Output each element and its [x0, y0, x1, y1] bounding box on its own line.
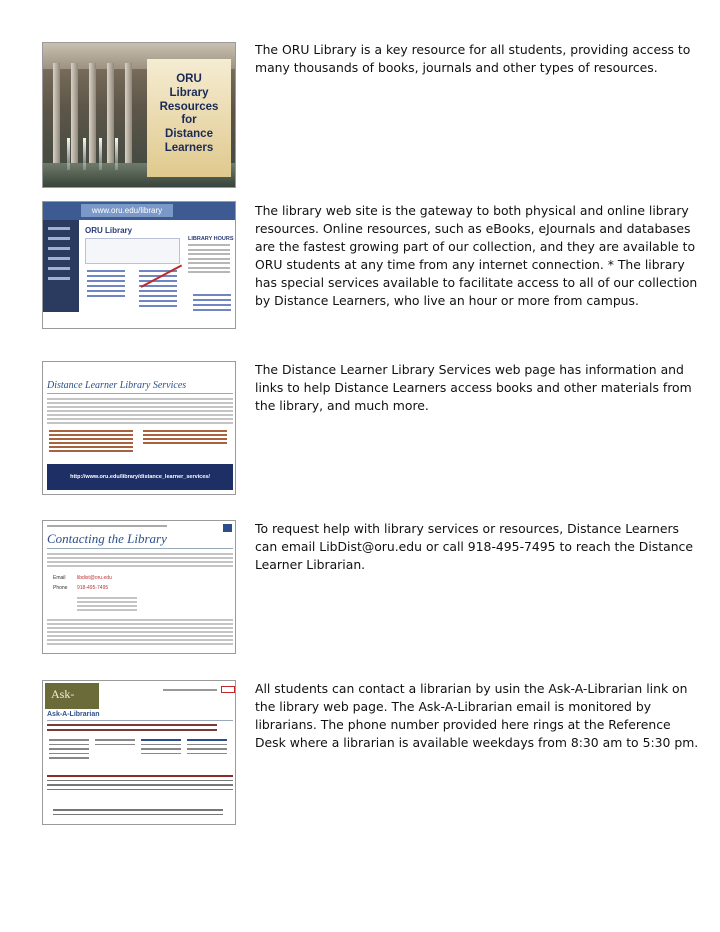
hours-list	[188, 244, 230, 276]
divider	[47, 720, 233, 721]
close-icon	[223, 524, 232, 532]
title-line: for	[181, 114, 197, 127]
link-column	[49, 430, 133, 454]
slide-thumbnail-4	[42, 520, 236, 654]
footer-text	[47, 619, 233, 647]
bullet-text	[53, 809, 223, 818]
phone-label: Phone	[53, 585, 68, 591]
contact-column	[49, 739, 89, 762]
pillar	[107, 63, 114, 178]
title-line: Library	[169, 86, 209, 99]
pillar	[125, 63, 132, 178]
divider	[47, 393, 233, 394]
fountain-jet	[83, 138, 86, 170]
slide-thumbnail-5	[42, 680, 236, 825]
contact-column	[95, 739, 135, 748]
contact-column	[187, 739, 227, 757]
slide-note-1: The ORU Library is a key resource for all students, providing access to many thousands of books, journals and other types of resources.	[255, 42, 691, 75]
ask-logo: Ask-	[45, 683, 99, 709]
fountain-jet	[115, 138, 118, 170]
fountain-jet	[67, 138, 70, 170]
slide-thumbnail-3	[42, 361, 236, 495]
email-label: Email	[53, 575, 66, 581]
resource-links	[87, 270, 125, 300]
slide-note-3: The Distance Learner Library Services web page has information and links to help Distance Learners access books and other materials from the library, and much more.	[255, 362, 692, 413]
slide-note-4: To request help with library services or resources, Distance Learners can email LibDist@oru.edu or call 918-495-7495 to reach the Distance Learner Librarian.	[255, 521, 693, 572]
link-column	[143, 430, 227, 446]
slide-heading: Distance Learner Library Services	[47, 380, 187, 391]
email-value: libdist@oru.edu	[77, 575, 112, 581]
pillar	[89, 63, 96, 178]
top-links	[163, 689, 217, 691]
slide-note-5: All students can contact a librarian by usin the Ask-A-Librarian link on the library web page. The Ask-A-Librarian email is monitored by librarians. The phone number provided here rings at the Reference Desk where a librarian is available weekdays from 8:30 am to 5:30 pm.	[255, 681, 699, 750]
url-box: http://www.oru.edu/library/distance_learner_services/	[47, 464, 233, 490]
url-banner: www.oru.edu/library	[81, 204, 173, 217]
divider	[47, 548, 233, 549]
slide-heading: Ask-A-Librarian	[47, 711, 100, 718]
title-line: Resources	[159, 100, 219, 113]
slide-thumbnail-1	[42, 42, 236, 188]
subheading-text	[47, 724, 217, 734]
news-links	[193, 294, 231, 314]
site-sidebar	[43, 220, 79, 312]
address-text	[77, 597, 137, 613]
site-title: ORU Library	[85, 226, 133, 235]
slide-title-box	[147, 59, 231, 177]
intro-text	[47, 553, 233, 569]
body-text	[47, 775, 233, 793]
contact-column	[141, 739, 181, 757]
title-line: Distance	[165, 128, 213, 141]
highlighted-link	[221, 686, 235, 693]
title-line: Learners	[164, 141, 214, 154]
intro-text	[47, 398, 233, 426]
fountain-jet	[99, 138, 102, 170]
title-line: ORU	[176, 73, 202, 85]
search-tabs	[85, 238, 180, 264]
hours-label: LIBRARY HOURS	[188, 236, 234, 242]
pillar	[53, 63, 60, 178]
phone-value: 918-495-7495	[77, 585, 109, 591]
pillar	[71, 63, 78, 178]
slide-thumbnail-2	[42, 201, 236, 329]
slide-heading: Contacting the Library	[47, 531, 167, 546]
slide-note-2: The library web site is the gateway to both physical and online library resources. Online resources, such as eBooks, eJournals and databases are the fastest growing part of our collection, and they are available to ORU students at any time from any internet connection. * The library has special services available to facilitate access to all of our collection by Distance Learners, who live an hour or more from campus.	[255, 203, 698, 308]
breadcrumb	[47, 525, 167, 527]
